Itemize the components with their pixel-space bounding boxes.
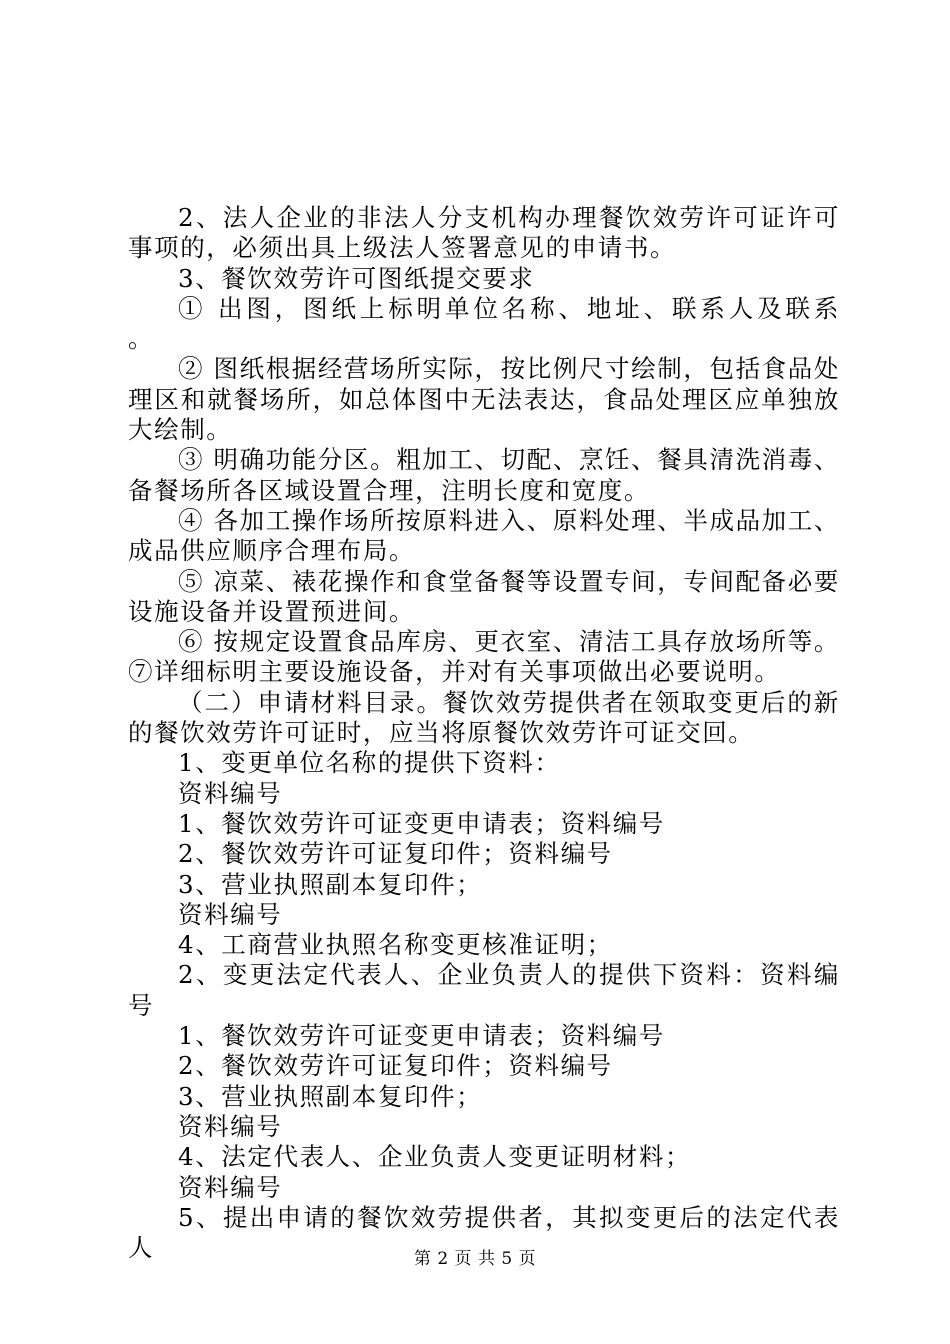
paragraph: ③ 明确功能分区。粗加工、切配、烹饪、餐具清洗消毒、备餐场所各区域设置合理，注明长度和宽度。 [128, 445, 840, 505]
paragraph: ② 图纸根据经营场所实际，按比例尺寸绘制，包括食品处理区和就餐场所，如总体图中无法表达，食品处理区应单独放大绘制。 [128, 354, 840, 445]
page-number: 第 2 页 共 5 页 [413, 1249, 537, 1269]
paragraph: ④ 各加工操作场所按原料进入、原料处理、半成品加工、成品供应顺序合理布局。 [128, 505, 840, 566]
paragraph: ⑥ 按规定设置食品库房、更衣室、清洁工具存放场所等。⑦详细标明主要设施设备，并对有关事项做出必要说明。 [128, 627, 840, 687]
paragraph: 4、法定代表人、企业负责人变更证明材料； [178, 1142, 692, 1172]
paragraph: 3、营业执照副本复印件； [178, 869, 483, 899]
paragraph: （二）申请材料目录。餐饮效劳提供者在领取变更后的新的餐饮效劳许可证时，应当将原餐饮效劳许可证交回。 [128, 687, 840, 748]
paragraph: 4、工商营业执照名称变更核准证明； [178, 930, 613, 960]
paragraph: 2、餐饮效劳许可证复印件；资料编号 [178, 1051, 613, 1081]
page-footer [0, 1244, 950, 1269]
body-text [128, 203, 893, 1263]
paragraph: ⑤ 凉菜、裱花操作和食堂备餐等设置专间，专间配备必要设施设备并设置预进间。 [128, 566, 840, 626]
paragraph: 资料编号 [178, 1111, 283, 1141]
paragraph: 5、提出申请的餐饮效劳提供者，其拟变更后的法定代表人 [128, 1202, 840, 1263]
paragraph: 资料编号 [178, 899, 283, 929]
paragraph: 2、法人企业的非法人分支机构办理餐饮效劳许可证许可事项的，必须出具上级法人签署意见的申请书。 [128, 203, 840, 263]
paragraph: 1、餐饮效劳许可证变更申请表；资料编号 [178, 1021, 665, 1051]
paragraph: 资料编号 [178, 1172, 283, 1202]
paragraph: 2、餐饮效劳许可证复印件；资料编号 [178, 839, 613, 869]
paragraph: 1、变更单位名称的提供下资料： [178, 748, 561, 778]
paragraph: ① 出图，图纸上标明单位名称、地址、联系人及联系 。 [128, 293, 893, 354]
paragraph: 资料编号 [178, 778, 283, 808]
paragraph: 1、餐饮效劳许可证变更申请表；资料编号 [178, 808, 665, 838]
paragraph: 2、变更法定代表人、企业负责人的提供下资料：资料编号 [128, 960, 840, 1020]
paragraph: 3、营业执照副本复印件； [178, 1081, 483, 1111]
paragraph: 3、餐饮效劳许可图纸提交要求 [178, 263, 535, 293]
